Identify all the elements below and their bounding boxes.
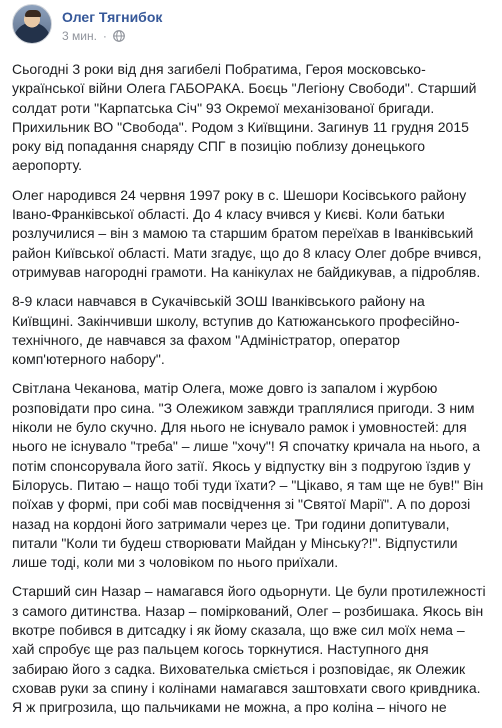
post-paragraph: Олег народився 24 червня 1997 року в с. Шешори Косівського району Івано-Франківської області. До 4 класу вчився у Києві. Коли батьки розлучилися – він з мамою та старшим братом переїхав в Іванківський район Київської області. Мати згадує, що до 8 класу Олег добре вчився, отримував нагородні грамоти. На канікулах не байдикував, а підробляв.	[12, 186, 482, 280]
avatar[interactable]	[12, 4, 52, 44]
post-meta	[62, 29, 125, 43]
post-paragraph: Сьогодні 3 роки від дня загибелі Побратима, Героя московсько- української війни Олега ГАБОРАКА. Боєць "Легіону Свободи". Старший солдат роти "Карпатська Січ" 93 Окремої механізованої бригади. Прихильник ВО "Свобода". Родом з Київщини. Загинув 11 грудня 2015 року від попадання снаряду СПГ в позицію поблизу донецького аеропорту.	[12, 61, 477, 174]
post-header	[12, 4, 492, 56]
post-paragraph: Старший син Назар – намагався його одьорнути. Це були протилежності з самого дитинства. Назар – поміркований, Олег – розбишака. Якось він вкотре побився в дитсадку і як йому сказала, що вже сил моїх нема – хай спробує ще раз пальцем когось торкнутися. Наступного дня забираю його з садка. Вихователька сміється і розповідає, як Олежик сховав руки за спину і колінами намагався заштовхати свого кривдника. Я ж пригрозила, що пальчиками не можна, а про коліна – нічого не	[12, 583, 486, 716]
post-paragraph: Світлана Чеканова, матір Олега, може довго із запалом і журбою розповідати про сина. "З Олежиком завжди траплялися пригоди. З ним ніколи не було скучно. Для нього не існувало рамок і умовностей: для нього не існувало "треба" – лише "хочу"! Я спочатку кричала на нього, а потім спонсорувала його затії. Якось у відпустку він з подругою їздив у Білорусь. Питаю – нащо тобі туди їхати? – "Цікаво, я там ще не був!" Він поїхав у формі, при собі мав посвідчення зі "Святої Марії". А по дорозі назад на кордоні його затримали через це. Три години допитували, питали "Коли ти будеш створювати Майдан у Мінську?!". Відпустили лише тоді, коли ми з чоловіком по нього приїхали.	[12, 380, 484, 571]
post-text	[12, 60, 496, 728]
author-name[interactable]: Олег Тягнибок	[62, 9, 163, 25]
post-paragraph: 8-9 класи навчався в Сукачівській ЗОШ Іванківського району на Київщині. Закінчивши школу, вступив до Катюжанського професійно- технічного, де навчався за фахом "Адміністратор, оператор комп'ютерного набору".	[12, 293, 460, 368]
post-timestamp[interactable]: 3 мин.	[62, 29, 97, 43]
separator-dot: ·	[102, 29, 107, 43]
globe-icon[interactable]	[113, 30, 125, 42]
